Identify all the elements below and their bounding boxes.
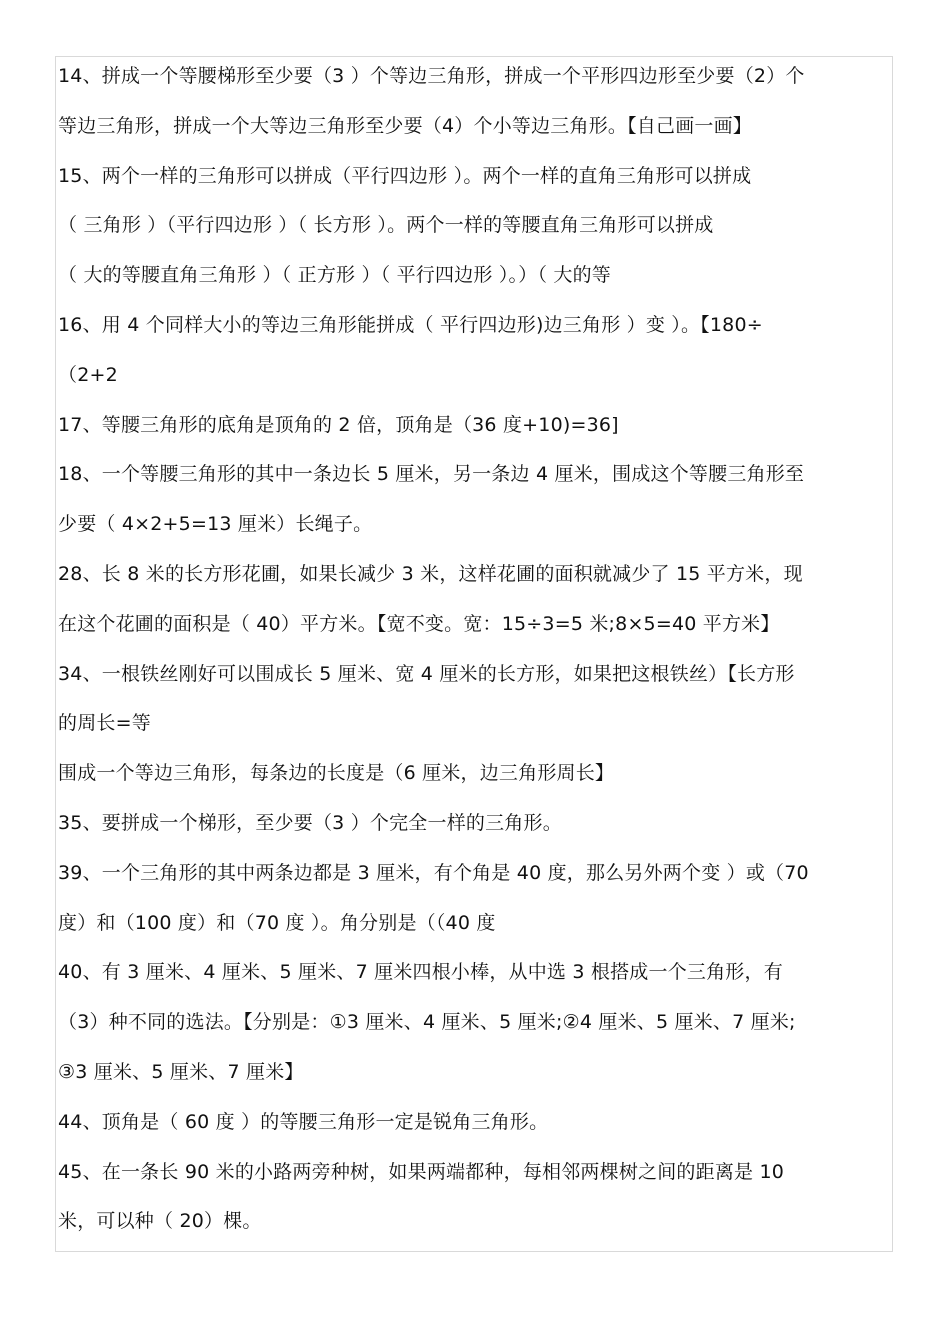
text-line-1: 14、拼成一个等腰梯形至少要（3 ）个等边三角形，拼成一个平形四边形至少要（2）个 [58, 65, 805, 87]
text-line-17: 39、一个三角形的其中两条边都是 3 厘米，有个角是 40 度，那么另外两个变 ）或（70 [58, 861, 809, 884]
text-line-21: ③3 厘米、5 厘米、7 厘米】 [58, 1060, 304, 1083]
text-line-7: （2+2 [58, 363, 118, 386]
text-line-6: 16、用 4 个同样大小的等边三角形能拼成（ 平行四边形)边三角形 ）变 ）。【180÷ [58, 313, 763, 336]
text-line-8: 17、等腰三角形的底角是顶角的 2 倍，顶角是（36 度+10)=36] [58, 413, 619, 436]
text-line-15: 围成一个等边三角形，每条边的长度是（6 厘米，边三角形周长】 [58, 762, 615, 785]
text-line-20: （3）种不同的选法。【分别是：①3 厘米、4 厘米、5 厘米;②4 厘米、5 厘米、7 厘米; [58, 1011, 796, 1034]
document-text [58, 52, 890, 1247]
text-line-5: （ 大的等腰直角三角形 ）（ 正方形 ）（ 平行四边形 ）。）（ 大的等 [58, 264, 611, 287]
text-line-18: 度）和（100 度）和（70 度 ）。角分别是（（40 度 [58, 911, 496, 934]
text-line-3: 15、两个一样的三角形可以拼成（平行四边形 ）。两个一样的直角三角形可以拼成 [58, 164, 752, 187]
text-line-4: （ 三角形 ）（平行四边形 ）（ 长方形 ）。两个一样的等腰直角三角形可以拼成 [58, 214, 714, 237]
text-line-9: 18、一个等腰三角形的其中一条边长 5 厘米，另一条边 4 厘米，围成这个等腰三角形至 [58, 463, 805, 486]
text-line-22: 44、顶角是（ 60 度 ）的等腰三角形一定是锐角三角形。 [58, 1110, 549, 1133]
text-line-10: 少要（ 4×2+5=13 厘米）长绳子。 [58, 513, 373, 536]
text-line-12: 在这个花圃的面积是（ 40）平方米。【宽不变。宽：15÷3=5 米;8×5=40 平方米】 [58, 612, 780, 635]
text-line-24: 米，可以种（ 20）棵。 [58, 1210, 262, 1233]
text-line-16: 35、要拼成一个梯形，至少要（3 ）个完全一样的三角形。 [58, 811, 562, 834]
text-line-13: 34、一根铁丝刚好可以围成长 5 厘米、宽 4 厘米的长方形，如果把这根铁丝）【长方形 [58, 662, 795, 685]
text-line-23: 45、在一条长 90 米的小路两旁种树，如果两端都种，每相邻两棵树之间的距离是 10 [58, 1160, 785, 1183]
text-line-11: 28、长 8 米的长方形花圃，如果长减少 3 米，这样花圃的面积就减少了 15 平方米，现 [58, 562, 803, 585]
text-line-14: 的周长=等 [58, 712, 151, 735]
text-line-19: 40、有 3 厘米、4 厘米、5 厘米、7 厘米四根小棒，从中选 3 根搭成一个三角形，有 [58, 961, 783, 984]
text-line-2: 等边三角形，拼成一个大等边三角形至少要（4）个小等边三角形。【自己画一画】 [58, 114, 752, 137]
